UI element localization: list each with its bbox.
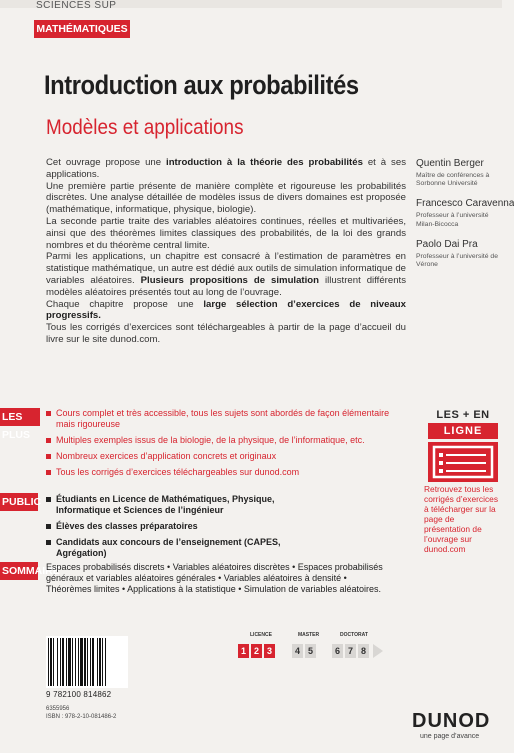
author-1: [416, 158, 502, 188]
emphasis-text: introduction à la théorie des probabilités: [166, 157, 363, 168]
level-6: 6: [332, 644, 343, 658]
category-badge: MATHÉMATIQUES: [34, 20, 130, 38]
isbn: ISBN : 978-2-10-081486-2: [46, 714, 117, 720]
emphasis-text: large sélection d’exercices de niveaux progressifs.: [46, 298, 406, 322]
description-paragraph: [46, 157, 406, 181]
author-name: Paolo Dai Pra: [416, 238, 478, 250]
body-text: La seconde partie traite des variables aléatoires continues, réelles et multivariées, ainsi que des théorèmes limites classiques des probabilités, de la loi des grands nombres et du théorème central limite.: [46, 215, 406, 251]
level-8: 8: [358, 644, 369, 658]
body-text: Une première partie présente de manière complète et rigoureuse les probabilités discrètes. Une analyse détaillée de modèles issus de divers domaines est proposée (mathématique, informatique, physique, biologie).: [46, 180, 406, 216]
body-text: Chaque chapitre propose une: [46, 298, 204, 310]
author-role: Professeur à l’université de Vérone: [416, 252, 498, 269]
les-plus-list: [46, 408, 396, 483]
public-list: [46, 494, 311, 564]
level-5: 5: [305, 644, 316, 658]
public-tag: [0, 493, 42, 511]
author-role: Professeur à l’université Milan-Bicocca: [416, 212, 489, 228]
series-name: SCIENCES SUP: [36, 0, 117, 11]
level-label-doctorat: DOCTORAT: [340, 632, 368, 638]
list-item: Élèves des classes préparatoires: [46, 521, 311, 532]
body-text: Tous les corrigés d’exercices sont téléchargeables à partir de la page d’accueil du livre sur le site dunod.com.: [46, 322, 406, 345]
emphasis-text: Plusieurs propositions de simulation: [140, 274, 320, 286]
level-4: 4: [292, 644, 303, 658]
barcode: [46, 636, 128, 688]
body-text: illustrent différents modèles aléatoires présentés tout au long de l’ouvrage.: [46, 274, 407, 298]
barcode-digits: 9 782100 814862: [46, 690, 112, 699]
sommaire-tag-label: SOMMAIRE: [2, 565, 60, 577]
list-item: Nombreux exercices d’application concrets et originaux: [46, 451, 396, 462]
les-plus-tag-label: LES PLUS: [2, 411, 31, 441]
author-role: Maître de conférences à Sorbonne Université: [416, 172, 490, 188]
description-paragraph: [46, 216, 406, 251]
description-paragraph: [46, 322, 406, 346]
description-paragraph: [46, 299, 406, 323]
en-ligne-title: LES + EN: [436, 409, 490, 421]
author-name: Francesco Caravenna: [416, 198, 514, 210]
en-ligne-label: LIGNE: [428, 423, 498, 439]
product-code: 6355956: [46, 706, 70, 712]
body-text: Parmi les applications, un chapitre est consacré à l’estimation de paramètres en statistique mathématique, un autre est dédié aux outils de simulation informatique de variables aléatoires.: [46, 251, 406, 286]
level-7: 7: [345, 644, 356, 658]
list-item: Multiples exemples issus de la biologie, de la physique, de l’informatique, etc.: [46, 435, 396, 446]
arrow-right-icon: [373, 644, 383, 658]
book-title: Introduction aux probabilités: [44, 70, 359, 100]
les-plus-tag: [0, 408, 40, 441]
sommaire-text: Espaces probabilisés discrets • Variables aléatoires discrètes • Espaces probabilisés généraux et variables aléatoires générales • Variables aléatoires à densité • Théorèmes limites • Applications à la statistique • Simulation de variables aléatoires.: [46, 562, 383, 594]
level-3: 3: [264, 644, 275, 658]
en-ligne-box: [424, 409, 502, 482]
sommaire-tag: [0, 562, 60, 580]
product-codes: [46, 705, 116, 721]
authors-column: [416, 158, 514, 279]
author-name: Quentin Berger: [416, 158, 484, 169]
list-item: Tous les corrigés d’exercices téléchargeables sur dunod.com: [46, 467, 396, 478]
list-item: Étudiants en Licence de Mathématiques, Physique, Informatique et Sciences de l’ingénieur: [46, 494, 311, 516]
list-item: Cours complet et très accessible, tous les sujets sont abordés de façon élémentaire mais rigoureuse: [46, 408, 396, 430]
description-paragraph: [46, 251, 406, 298]
level-label-licence: LICENCE: [250, 632, 272, 638]
document-download-icon: [428, 442, 498, 482]
author-2: [416, 198, 514, 228]
publisher-logo: DUNOD: [412, 710, 491, 732]
en-ligne-text: Retrouvez tous les corrigés d’exercices à télécharger sur la page de présentation de l’ouvrage sur dunod.com: [424, 484, 499, 554]
public-tag-label: PUBLIC: [2, 496, 42, 508]
author-3: [416, 239, 502, 269]
list-item: Candidats aux concours de l’enseignement (CAPES, Agrégation): [46, 537, 311, 559]
publisher-tagline: une page d’avance: [420, 733, 480, 740]
level-label-master: MASTER: [298, 632, 320, 638]
body-text: Cet ouvrage propose une: [46, 157, 167, 168]
body-text: et à ses applications.: [46, 157, 406, 180]
book-subtitle: Modèles et applications: [46, 116, 244, 139]
description-paragraph: [46, 181, 406, 216]
description-text: [46, 157, 406, 346]
level-2: 2: [251, 644, 262, 658]
level-1: 1: [238, 644, 249, 658]
